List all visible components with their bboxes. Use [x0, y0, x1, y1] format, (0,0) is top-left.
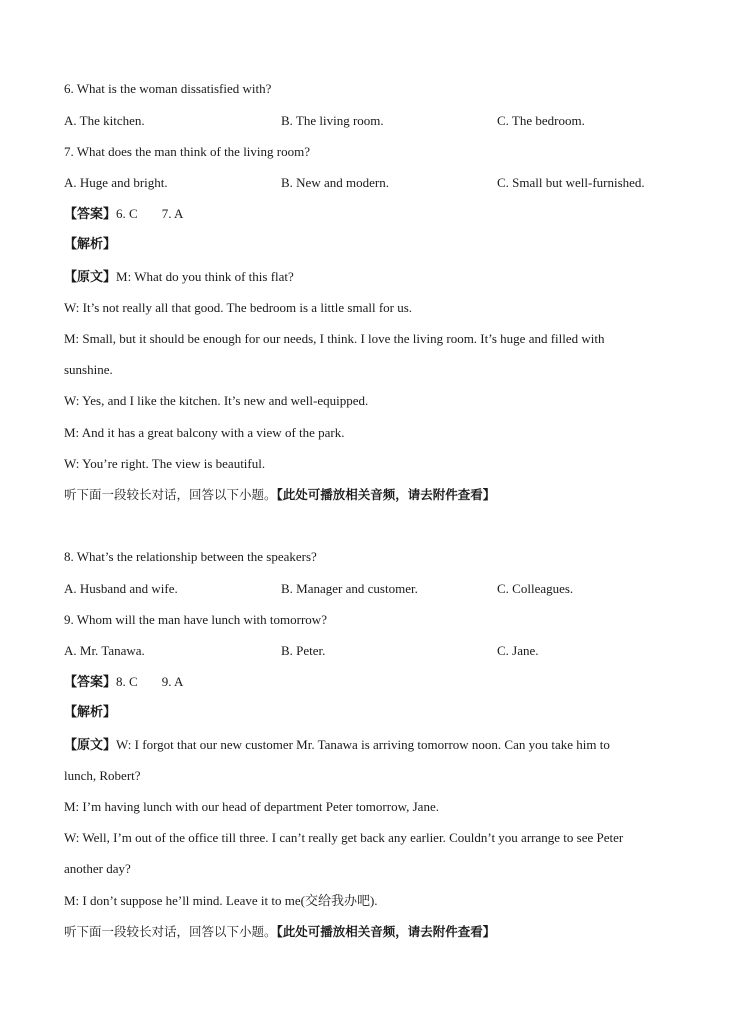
answer-label: 【答案】: [64, 675, 117, 690]
answer-label: 【答案】: [64, 207, 117, 222]
dialogue-line: W: It’s not really all that good. The bedroom is a little small for us.: [64, 300, 413, 315]
answer-9: 9. A: [161, 674, 184, 689]
q8-option-a: A. Husband and wife.: [64, 581, 178, 596]
q9-option-b: B. Peter.: [281, 643, 326, 658]
q7-option-b: B. New and modern.: [281, 175, 389, 190]
q9-option-a: A. Mr. Tanawa.: [64, 643, 145, 658]
q6-option-b: B. The living room.: [281, 113, 384, 128]
transcript-label: 【原文】: [64, 738, 117, 753]
dialogue-line: another day?: [64, 861, 131, 876]
analysis-label-2: 【解析】: [64, 705, 117, 720]
q8-option-b: B. Manager and customer.: [281, 581, 418, 596]
answer-6: 6. C: [116, 206, 138, 221]
dialogue-line: sunshine.: [64, 362, 113, 377]
q7-option-a: A. Huge and bright.: [64, 175, 168, 190]
q9-option-c: C. Jane.: [497, 643, 539, 658]
q6-option-c: C. The bedroom.: [497, 113, 585, 128]
transcript-line-2: [64, 737, 676, 754]
q7-option-c: C. Small but well-furnished.: [497, 175, 645, 190]
q6-option-a: A. The kitchen.: [64, 113, 145, 128]
answer-line-2: [64, 674, 183, 691]
dialogue-line: lunch, Robert?: [64, 768, 141, 783]
dialogue-line: M: And it has a great balcony with a view of the park.: [64, 425, 345, 440]
analysis-label-1: 【解析】: [64, 237, 117, 252]
audio-note: 【此处可播放相关音频，请去附件查看】: [276, 487, 496, 502]
answer-8: 8. C: [116, 674, 138, 689]
dialogue-line: W: Well, I’m out of the office till three. I can’t really get back any earlier. Couldn’t you arrange to see Peter: [64, 830, 624, 845]
audio-note: 【此处可播放相关音频，请去附件查看】: [276, 924, 496, 939]
transcript-label: 【原文】: [64, 270, 117, 285]
instruction-text: 听下面一段较长对话，回答以下小题。: [64, 487, 277, 502]
instruction-text: 听下面一段较长对话，回答以下小题。: [64, 924, 277, 939]
dialogue-line: M: I don’t suppose he’ll mind. Leave it to me(交给我办吧).: [64, 893, 378, 908]
q8-option-c: C. Colleagues.: [497, 581, 574, 596]
dialogue-text: M: What do you think of this flat?: [116, 269, 294, 284]
transcript-line-1: [64, 269, 294, 286]
dialogue-line: M: I’m having lunch with our head of department Peter tomorrow, Jane.: [64, 799, 439, 814]
dialogue-line: W: You’re right. The view is beautiful.: [64, 456, 266, 471]
listening-instruction-1: [64, 487, 495, 503]
dialogue-text: W: I forgot that our new customer Mr. Tanawa is arriving tomorrow noon. Can you take him to: [116, 737, 610, 752]
question-6: 6. What is the woman dissatisfied with?: [64, 81, 272, 96]
listening-instruction-2: [64, 924, 495, 940]
dialogue-line: M: Small, but it should be enough for our needs, I think. I love the living room. It’s huge and filled with: [64, 331, 605, 346]
answer-line-1: [64, 206, 183, 223]
dialogue-line: W: Yes, and I like the kitchen. It’s new and well-equipped.: [64, 393, 369, 408]
question-9: 9. Whom will the man have lunch with tomorrow?: [64, 612, 327, 627]
question-8: 8. What’s the relationship between the speakers?: [64, 549, 317, 564]
question-7: 7. What does the man think of the living room?: [64, 144, 310, 159]
answer-7: 7. A: [161, 206, 184, 221]
